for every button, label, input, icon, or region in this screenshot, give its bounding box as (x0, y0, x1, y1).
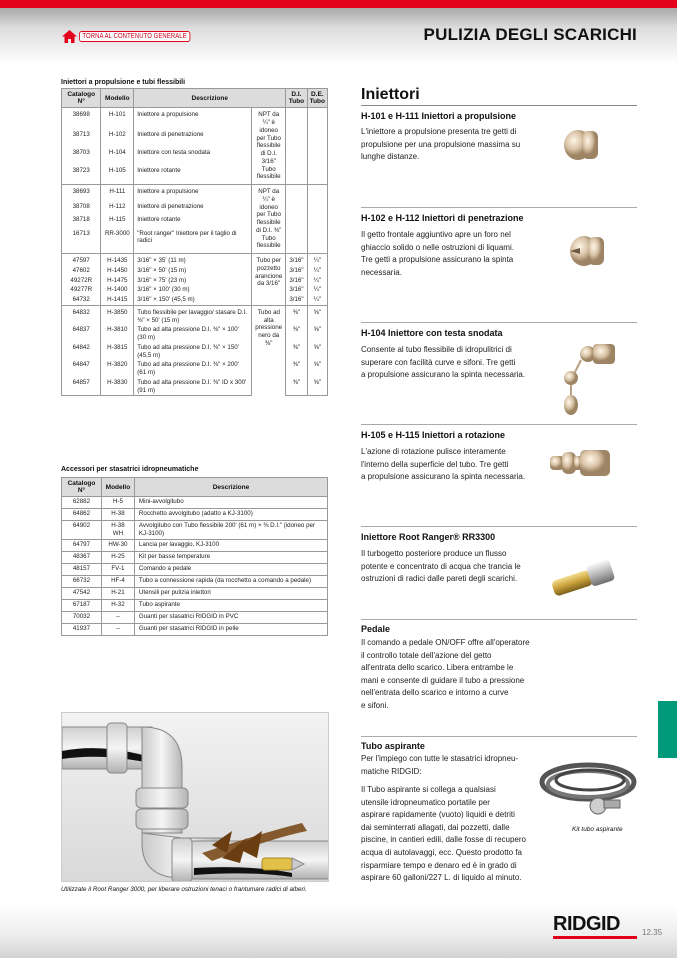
cell-description: Iniettore con testa snodata (134, 148, 252, 166)
cell-group-note: NPT da ¼" è idoneo per Tubo flessibile di D.I. ⅜" Tubo flessibile (252, 185, 286, 254)
cell-model: H-102 (101, 130, 134, 148)
cell-model: H-3850 (101, 305, 134, 325)
cell-di (286, 215, 307, 229)
table-row (62, 185, 328, 202)
text-line: L'azione di rotazione pulisce interamente (361, 447, 506, 456)
cell-description: Tubo ad alta pressione D.I. ⅜" × 200' (61 m) (134, 360, 252, 378)
cell-de: ⅝" (307, 360, 327, 378)
table-row (62, 360, 328, 378)
cell-catalog: 64732 (62, 295, 101, 305)
cell-de: ⅝" (307, 325, 327, 343)
text-line: a propulsione assicurano la spinta necessaria. (361, 472, 526, 482)
cell-catalog: 64857 (62, 378, 101, 396)
cell-de (307, 185, 327, 202)
cell-description: Tubo ad alta pressione D.I. ⅜" × 100' (30 m) (134, 325, 252, 343)
table-row (62, 276, 328, 286)
cell-di (286, 185, 307, 202)
cell-catalog: 64832 (62, 305, 101, 325)
cell-catalog: 38693 (62, 185, 101, 202)
section-title-tubo-aspirante: Tubo aspirante (361, 741, 425, 751)
cell-model: H-101 (101, 108, 134, 130)
table-row (62, 623, 328, 635)
cell-model: H-3815 (101, 343, 134, 361)
text-line: ghiaccio solido o nelle ostruzioni di liquami. (361, 242, 514, 252)
cell-description: 3/16" × 50' (15 m) (134, 266, 252, 276)
cell-catalog: 64847 (62, 360, 101, 378)
rotating-injector-image (548, 446, 613, 485)
section-heading: Iniettori (361, 86, 420, 103)
text-line: il controllo totale dell'azione del getto (361, 650, 492, 660)
section-title-h104: H-104 Iniettore con testa snodata (361, 328, 503, 338)
table-row (62, 215, 328, 229)
text-line: Il comando a pedale ON/OFF offre all'operatore (361, 638, 530, 647)
cell-de: ¼" (307, 295, 327, 305)
cell-model: H-3830 (101, 378, 134, 396)
section-text-tubo-aspirante (361, 784, 526, 885)
cell-di: ⅜" (286, 343, 307, 361)
cell-di (286, 148, 307, 166)
cell-di (286, 202, 307, 216)
cell-di: ⅜" (286, 360, 307, 378)
table-row (62, 202, 328, 216)
table-row (62, 509, 328, 521)
text-line: Il getto frontale aggiuntivo apre un foro nel (361, 230, 511, 239)
cell-catalog: 64837 (62, 325, 101, 343)
table2-caption: Accessori per stasatrici idropneumatiche (61, 466, 199, 473)
table1-caption: Iniettori a propulsione e tubi flessibili (61, 79, 186, 86)
cell-model: H-38 (101, 509, 134, 521)
cell-description: Tubo ad alta pressione D.I. ⅜" × 150' (45,5 m) (134, 343, 252, 361)
cell-catalog: 47597 (62, 254, 101, 266)
cell-di: 3/16" (286, 295, 307, 305)
col-descrizione: Descrizione (134, 478, 327, 497)
cell-de: ⅝" (307, 378, 327, 396)
text-line: Il Tubo aspirante si collega a qualsiasi (361, 785, 496, 794)
cell-model: H-1435 (101, 254, 134, 266)
text-line: aspirare 60 galloni/227 L. di liquido al minuto. (361, 873, 522, 883)
cell-description: Tubo a connessione rapida (da rocchetto a comando a pedale) (134, 575, 327, 587)
cell-model: – (101, 611, 134, 623)
cell-de (307, 108, 327, 130)
cell-description: Kit per basse temperature (134, 551, 327, 563)
cell-description: 3/16" × 150' (45,5 m) (134, 295, 252, 305)
cell-model: H-3820 (101, 360, 134, 378)
cell-catalog: 49272R (62, 276, 101, 286)
divider (361, 322, 637, 323)
cell-model: H-105 (101, 166, 134, 185)
kit-image-caption: Kit tubo aspirante (572, 826, 623, 833)
col-catalogo: Catalogo N° (62, 478, 102, 497)
cell-model: HF-4 (101, 575, 134, 587)
home-icon (62, 30, 77, 43)
text-line: propulsione per una propulsione massima su (361, 139, 521, 149)
cell-model: H-5 (101, 497, 134, 509)
cell-description: Tubo flessibile per lavaggio/ stasare D.I. ⅜" × 50' (15 m) (134, 305, 252, 325)
cell-de (307, 202, 327, 216)
cell-di: 3/16" (286, 254, 307, 266)
cell-model: H-21 (101, 587, 134, 599)
cell-description: Rocchetto avvolgitubo (adatto a KJ-3100) (134, 509, 327, 521)
col-modello: Modello (101, 89, 134, 108)
table-row (62, 587, 328, 599)
table-row (62, 295, 328, 305)
table-row (62, 254, 328, 266)
divider (361, 424, 637, 425)
table-row (62, 539, 328, 551)
col-di: D.I. Tubo (286, 89, 307, 108)
table-row (62, 130, 328, 148)
cell-model: H-38 WH (101, 521, 134, 540)
cell-catalog: 49277R (62, 285, 101, 295)
section-text-h101 (361, 126, 520, 164)
cell-description: Guanti per stasatrici RIDGID in pelle (134, 623, 327, 635)
text-line: L'iniettore a propulsione presenta tre getti di (361, 127, 517, 136)
cell-description: Iniettore rotante (134, 166, 252, 185)
cell-de (307, 148, 327, 166)
cell-model: H-1475 (101, 276, 134, 286)
top-red-bar (0, 0, 677, 8)
cell-model: H-32 (101, 599, 134, 611)
ridgid-logo: RIDGID (553, 913, 620, 935)
divider (361, 619, 637, 620)
text-line: all'entrata dello scarico. Libera entrambe le (361, 663, 514, 673)
root-ranger-injector-image (550, 555, 620, 610)
section-text-rr3300 (361, 548, 521, 586)
cell-description: "Root ranger" Iniettore per il taglio di radici (134, 229, 252, 254)
text-line: superare con facilità curve e sifoni. Tre getti (361, 357, 516, 367)
propulsion-injector-image (560, 125, 604, 170)
cell-de (307, 130, 327, 148)
cell-di: 3/16" (286, 266, 307, 276)
cell-model: H-3810 (101, 325, 134, 343)
text-line: Tre getti a propulsione assicurano la spinta (361, 255, 514, 265)
page-title: PULIZIA DEGLI SCARICHI (423, 25, 637, 44)
cell-description: 3/16" × 75' (23 m) (134, 276, 252, 286)
back-link-label: TORNA AL CONTENUTO GENERALE (79, 31, 190, 42)
cell-description: Iniettore a propulsione (134, 108, 252, 130)
section-title-h101: H-101 e H-111 Iniettori a propulsione (361, 111, 517, 121)
cell-di: 3/16" (286, 285, 307, 295)
cell-model: HW-30 (101, 539, 134, 551)
suction-hose-kit-image (538, 758, 638, 825)
cell-catalog: 70032 (62, 611, 102, 623)
col-catalogo: Catalogo N° (62, 89, 101, 108)
cell-catalog: 38723 (62, 166, 101, 185)
cell-description: 3/16" × 35' (11 m) (134, 254, 252, 266)
table-row (62, 266, 328, 276)
table-row (62, 599, 328, 611)
cell-model: H-104 (101, 148, 134, 166)
text-line: a propulsione assicurano la spinta necessaria. (361, 370, 526, 380)
table-row (62, 285, 328, 295)
section-text-h105 (361, 446, 525, 484)
table-row (62, 521, 328, 540)
table-row (62, 343, 328, 361)
cell-model: H-1400 (101, 285, 134, 295)
cell-catalog: 62882 (62, 497, 102, 509)
cell-description: Comando a pedale (134, 563, 327, 575)
cell-description: Utensili per pulizia iniettori (134, 587, 327, 599)
section-text-pedale (361, 637, 530, 713)
cell-catalog: 38718 (62, 215, 101, 229)
text-line: potente e concentrato di acqua che trancia le (361, 561, 521, 571)
divider (361, 526, 637, 527)
text-line: necessaria. (361, 267, 402, 277)
cell-di: 3/16" (286, 276, 307, 286)
cell-catalog: 47542 (62, 587, 102, 599)
table-row (62, 551, 328, 563)
text-line: Per l'impiego con tutte le stasatrici idropneu- (361, 754, 519, 763)
cell-catalog: 38708 (62, 202, 101, 216)
cell-de: ¼" (307, 254, 327, 266)
page-number: 12.35 (642, 928, 663, 937)
divider (361, 207, 637, 208)
cell-de: ⅝" (307, 305, 327, 325)
logo-underline (553, 936, 637, 939)
section-title-rr3300: Iniettore Root Ranger® RR3300 (361, 532, 496, 542)
cell-group-note: Tubo per pozzetto arancione da 3/16" (252, 254, 286, 306)
cell-group-note: Tubo ad alta pressione nero da ⅜" (252, 305, 286, 396)
cell-model: H-1450 (101, 266, 134, 276)
section-intro-tubo-aspirante (361, 753, 518, 778)
text-line: risparmiare tempo e denaro ed è in grado di (361, 860, 517, 870)
cell-catalog: 64797 (62, 539, 102, 551)
cell-catalog: 67187 (62, 599, 102, 611)
table-row (62, 575, 328, 587)
cell-description: Lancia per lavaggio, KJ-3100 (134, 539, 327, 551)
col-modello: Modello (101, 478, 134, 497)
text-line: aspirare rapidamente (vuoto) liquidi e detriti (361, 810, 515, 820)
cell-model: H-111 (101, 185, 134, 202)
cell-catalog: 47602 (62, 266, 101, 276)
cell-description: Tubo aspirante (134, 599, 327, 611)
section-title-h102: H-102 e H-112 Iniettori di penetrazione (361, 213, 524, 223)
cell-model: – (101, 623, 134, 635)
cell-catalog: 41937 (62, 623, 102, 635)
table-row (62, 378, 328, 396)
cell-catalog: 66732 (62, 575, 102, 587)
cell-de: ⅝" (307, 343, 327, 361)
cell-model: FV-1 (101, 563, 134, 575)
cell-catalog: 16713 (62, 229, 101, 254)
section-text-h102 (361, 229, 514, 279)
table-row (62, 325, 328, 343)
text-line: utensile idropneumatico portatile per (361, 797, 490, 807)
table-row (62, 166, 328, 185)
cell-model: RR-3000 (101, 229, 134, 254)
section-text-h104 (361, 344, 525, 382)
cell-catalog: 38698 (62, 108, 101, 130)
cell-di (286, 108, 307, 130)
cell-model: H-25 (101, 551, 134, 563)
text-line: acqua di autolavaggi, ecc. Questo prodotto fa (361, 847, 522, 857)
injectors-table (61, 88, 328, 396)
cell-description: Mini-avvolgitubo (134, 497, 327, 509)
cell-di (286, 130, 307, 148)
cell-catalog: 64902 (62, 521, 102, 540)
text-line: Consente al tubo flessibile di idropulitrici di (361, 345, 512, 354)
table-row (62, 229, 328, 254)
text-line: matiche RIDGID: (361, 766, 422, 776)
table-row (62, 148, 328, 166)
cell-catalog: 38713 (62, 130, 101, 148)
text-line: piscine, in cantieri edili, dalle fosse di recupero (361, 835, 526, 845)
accessories-table (61, 477, 328, 636)
cell-de (307, 166, 327, 185)
swivel-injector-image (555, 340, 625, 425)
text-line: lunghe distanze. (361, 152, 420, 162)
text-line: l'interno della superficie del tubo. Tre getti (361, 459, 509, 469)
cell-de: ¼" (307, 285, 327, 295)
cell-model: H-112 (101, 202, 134, 216)
cell-di: ⅜" (286, 325, 307, 343)
section-title-pedale: Pedale (361, 624, 391, 634)
text-line: e sifoni. (361, 700, 389, 710)
cell-description: Tubo ad alta pressione D.I. ⅜" ID x 300' (91 m) (134, 378, 252, 396)
cell-description: Iniettore rotante (134, 215, 252, 229)
text-line: Il turbogetto posteriore produce un flusso (361, 549, 507, 558)
table-row (62, 108, 328, 130)
cell-description: Iniettore di penetrazione (134, 130, 252, 148)
chapter-tab[interactable] (658, 701, 677, 758)
table-row (62, 611, 328, 623)
cell-catalog: 64862 (62, 509, 102, 521)
cell-di: ⅜" (286, 378, 307, 396)
cell-catalog: 38703 (62, 148, 101, 166)
cell-description: Iniettore di penetrazione (134, 202, 252, 216)
divider (361, 736, 637, 737)
cell-catalog: 48367 (62, 551, 102, 563)
penetration-injector-image (566, 231, 610, 276)
root-ranger-illustration (61, 712, 329, 882)
divider (361, 105, 637, 106)
cell-de (307, 229, 327, 254)
text-line: nell'entrata dello scarico e intorno a curve (361, 688, 509, 698)
table-row (62, 563, 328, 575)
cell-model: H-115 (101, 215, 134, 229)
cell-description: 3/16" × 100' (30 m) (134, 285, 252, 295)
cell-di (286, 229, 307, 254)
cell-di (286, 166, 307, 185)
text-line: dai seminterrati allagati, dai pozzetti, dalle (361, 822, 510, 832)
cell-catalog: 64842 (62, 343, 101, 361)
text-line: mani e consente di guidare il tubo a pressione (361, 675, 525, 685)
cell-di: ⅜" (286, 305, 307, 325)
cell-description: Avvolgitubo con Tubo flessibile 200' (61 m) × ⅜ D.I." (idoneo per KJ-3100) (134, 521, 327, 540)
text-line: ostruzioni di radici dalle pareti degli scarichi. (361, 574, 518, 584)
cell-description: Iniettore a propulsione (134, 185, 252, 202)
back-to-contents-link[interactable] (62, 30, 210, 43)
illustration-caption: Utilizzate il Root Ranger 3000, per liberare ostruzioni tenaci o frantumare radici di alberi. (61, 886, 307, 893)
cell-model: H-1415 (101, 295, 134, 305)
cell-group-note: NPT da ¼" è idoneo per Tubo flessibile di D.I. 3/16" Tubo flessibile (252, 108, 286, 185)
cell-de: ¼" (307, 266, 327, 276)
cell-de: ¼" (307, 276, 327, 286)
col-descrizione: Descrizione (134, 89, 286, 108)
table-row (62, 305, 328, 325)
cell-de (307, 215, 327, 229)
col-de: D.E. Tubo (307, 89, 327, 108)
cell-catalog: 48157 (62, 563, 102, 575)
table-row (62, 497, 328, 509)
cell-description: Guanti per stasatrici RIDGID in PVC (134, 611, 327, 623)
section-title-h105: H-105 e H-115 Iniettori a rotazione (361, 430, 506, 440)
